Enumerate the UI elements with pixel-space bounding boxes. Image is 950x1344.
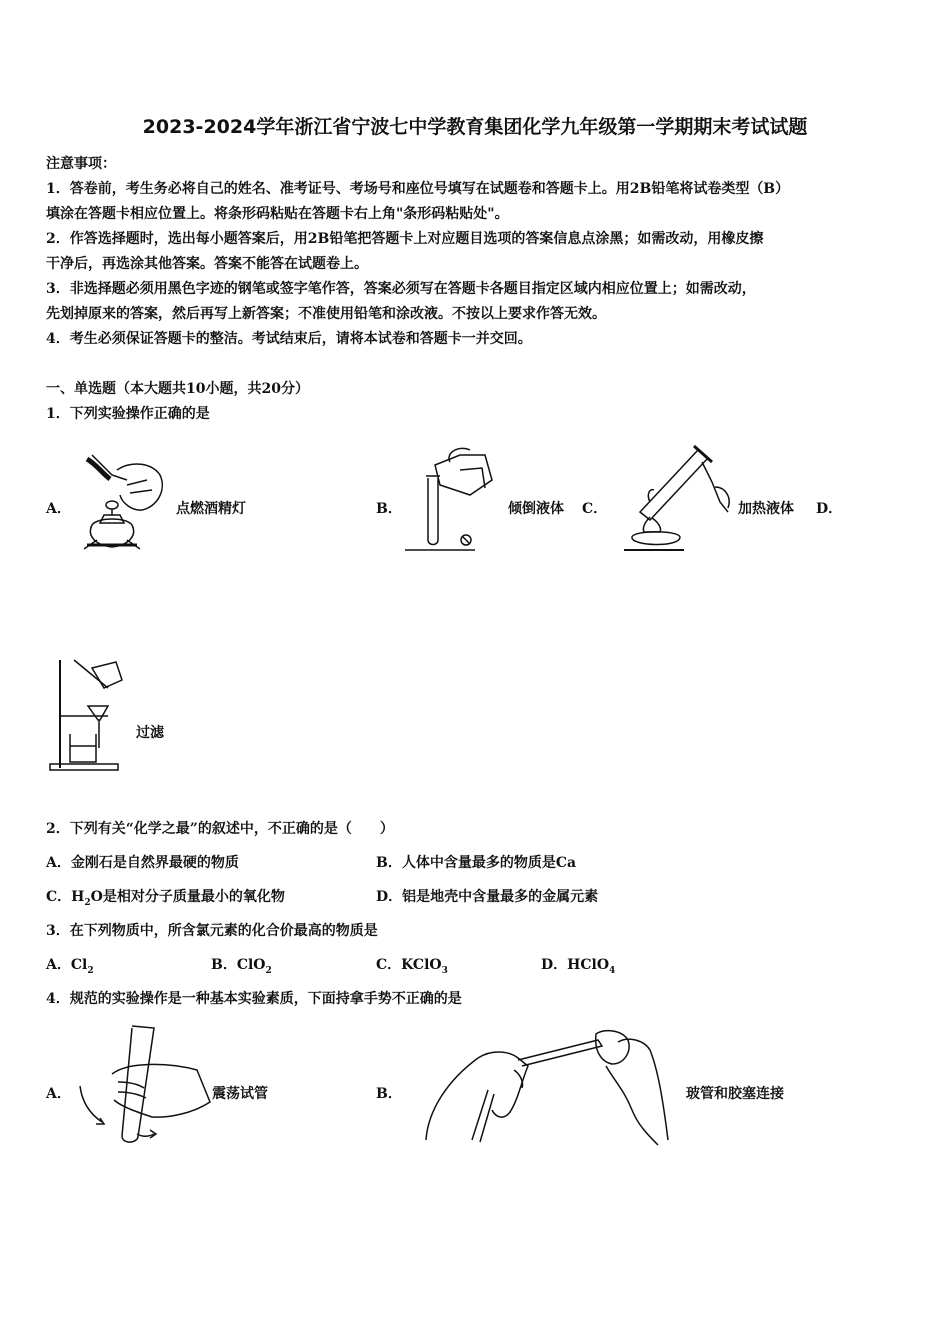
q1-option-d-letter: D． xyxy=(816,501,843,517)
pouring-liquid-illustration xyxy=(400,440,510,555)
q4-option-a-text: 震荡试管 xyxy=(212,1086,268,1102)
tube-and-stopper-connection-illustration xyxy=(418,1030,673,1150)
section-heading: 一、单选题（本大题共10小题，共20分） xyxy=(46,381,309,397)
q3-option-d: D．HClO$_4$ xyxy=(541,957,616,976)
notice-heading: 注意事项： xyxy=(46,156,116,172)
notice-item-4: 4．考生必须保证答题卡的整洁。考试结束后，请将本试卷和答题卡一并交回。 xyxy=(46,331,532,347)
q2-option-c: C．$H_2O$是相对分子质量最小的氧化物 xyxy=(46,889,285,908)
q1-option-c-text: 加热液体 xyxy=(738,501,794,517)
filtration-illustration xyxy=(46,658,126,776)
notice-item-2-line-2: 干净后，再选涂其他答案。答案不能答在试题卷上。 xyxy=(46,256,368,272)
q1-option-b-text: 倾倒液体 xyxy=(508,501,564,517)
alcohol-lamp-lighting-illustration xyxy=(72,445,172,555)
q1-option-c-letter: C． xyxy=(582,501,608,517)
q1-option-a-text: 点燃酒精灯 xyxy=(176,501,246,517)
q2-option-d: D．铝是地壳中含量最多的金属元素 xyxy=(376,889,599,905)
heating-liquid-illustration xyxy=(620,442,740,554)
shaking-test-tube-illustration xyxy=(72,1022,212,1147)
notice-item-2-line-1: 2．作答选择题时，选出每小题答案后，用2B铅笔把答题卡上对应题目选项的答案信息点涂黑；如需改动，用橡皮擦 xyxy=(46,231,764,247)
question-2-stem: 2．下列有关“化学之最”的叙述中，不正确的是（ ） xyxy=(46,821,394,837)
q1-option-a-letter: A． xyxy=(46,501,71,517)
notice-item-3-line-2: 先划掉原来的答案，然后再写上新答案；不准使用铅笔和涂改液。不按以上要求作答无效。 xyxy=(46,306,606,322)
notice-item-1-line-2: 填涂在答题卡相应位置上。将条形码粘贴在答题卡右上角"条形码粘贴处"。 xyxy=(46,206,509,222)
question-3-stem: 3．在下列物质中，所含氯元素的化合价最高的物质是 xyxy=(46,923,378,939)
q1-option-d-text: 过滤 xyxy=(136,725,164,741)
q3-option-a: A．$Cl_2$ xyxy=(46,957,94,976)
q2-option-a: A．金刚石是自然界最硬的物质 xyxy=(46,855,239,871)
q4-option-b-text: 玻管和胶塞连接 xyxy=(686,1086,784,1102)
q3-option-b: B．ClO$_2$ xyxy=(211,957,272,976)
q3-option-c: C．KClO$_3$ xyxy=(376,957,448,976)
notice-item-3-line-1: 3．非选择题必须用黑色字迹的钢笔或签字笔作答，答案必须写在答题卡各题目指定区域内相应位置上；如需改动， xyxy=(46,281,756,297)
q1-option-b-letter: B． xyxy=(376,501,402,517)
question-4-stem: 4．规范的实验操作是一种基本实验素质，下面持拿手势不正确的是 xyxy=(46,991,462,1007)
q4-option-b-letter: B． xyxy=(376,1086,402,1102)
page-title: 2023-2024学年浙江省宁波七中学教育集团化学九年级第一学期期末考试试题 xyxy=(142,116,808,138)
q2-option-b: B．人体中含量最多的物质是Ca xyxy=(376,855,577,871)
question-1-stem: 1．下列实验操作正确的是 xyxy=(46,406,210,422)
notice-item-1-line-1: 1．答卷前，考生务必将自己的姓名、准考证号、考场号和座位号填写在试题卷和答题卡上。用2B铅笔将试卷类型（B） xyxy=(46,181,790,197)
q4-option-a-letter: A． xyxy=(46,1086,71,1102)
